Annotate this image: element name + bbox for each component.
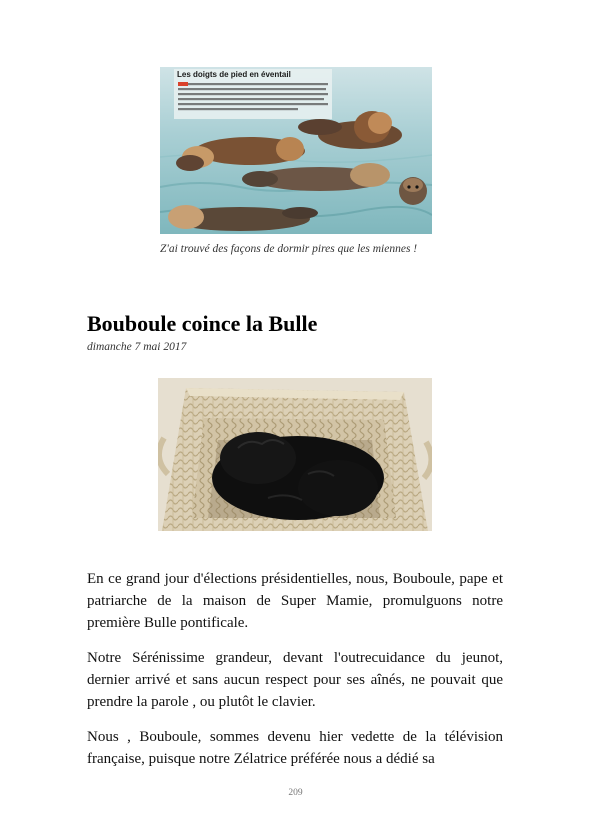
paragraph: Nous , Bouboule, sommes devenu hier vedette de la télévision française, puisque notre Zélatrice préférée nous a dédié sa xyxy=(87,729,503,767)
image-caption: Z'ai trouvé des façons de dormir pires que les miennes ! xyxy=(160,243,418,255)
post-date: dimanche 7 mai 2017 xyxy=(87,341,187,353)
otters-illustration xyxy=(160,67,432,234)
dog-basket-illustration xyxy=(158,378,432,531)
paragraph: Notre Sérénissime grandeur, devant l'outrecuidance du jeunot, dernier arrivé et sans aucun respect pour ses aînés, ne pouvait que prendre la parole , ou plutôt le clavier. xyxy=(87,650,503,710)
otters-photo xyxy=(160,67,432,234)
dog-in-basket-photo xyxy=(158,378,432,531)
paragraph: En ce grand jour d'élections présidentielles, nous, Bouboule, pape et patriarche de la maison de Super Mamie, promulguons notre première Bulle pontificale. xyxy=(87,571,503,631)
post-title: Bouboule coince la Bulle xyxy=(87,311,318,336)
page-number: 209 xyxy=(288,788,303,798)
inset-title: Les doigts de pied en éventail xyxy=(177,70,291,79)
post-body xyxy=(87,568,503,783)
